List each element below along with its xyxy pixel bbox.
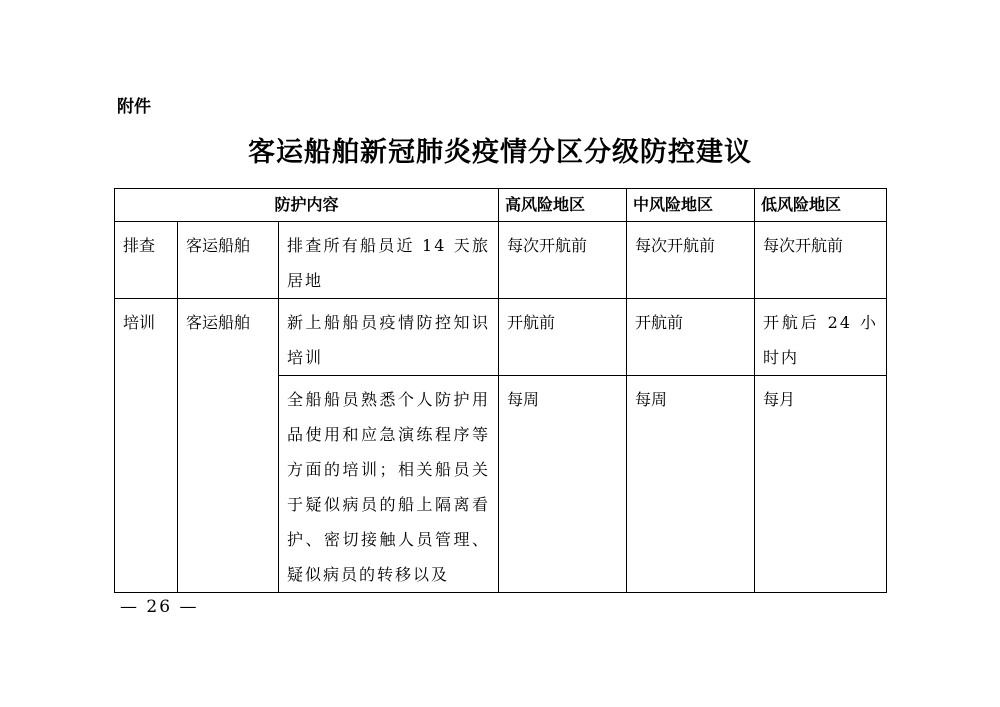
row-medium: 开航前 (627, 299, 755, 376)
row-medium: 每周 (627, 376, 755, 593)
row-high: 每周 (499, 376, 627, 593)
row-medium: 每次开航前 (627, 222, 755, 299)
table-row (115, 222, 887, 299)
row-item: 排查所有船员近 14 天旅居地 (279, 222, 499, 299)
row-category: 培训 (115, 299, 178, 593)
document-title: 客运船舶新冠肺炎疫情分区分级防控建议 (248, 137, 752, 168)
header-content: 防护内容 (115, 189, 499, 222)
header-low-risk: 低风险地区 (755, 189, 887, 222)
page-number: — 26 — (120, 597, 199, 617)
row-high: 开航前 (499, 299, 627, 376)
row-high: 每次开航前 (499, 222, 627, 299)
row-subject: 客运船舶 (178, 299, 279, 593)
header-medium-risk: 中风险地区 (627, 189, 755, 222)
attachment-label: 附件 (117, 97, 151, 117)
row-item: 新上船船员疫情防控知识培训 (279, 299, 499, 376)
row-subject: 客运船舶 (178, 222, 279, 299)
row-low: 开航后 24 小时内 (755, 299, 887, 376)
prevention-table (114, 188, 887, 593)
row-category: 排查 (115, 222, 178, 299)
row-item: 全船船员熟悉个人防护用品使用和应急演练程序等方面的培训；相关船员关于疑似病员的船上隔离看护、密切接触人员管理、疑似病员的转移以及 (279, 376, 499, 593)
row-low: 每月 (755, 376, 887, 593)
row-low: 每次开航前 (755, 222, 887, 299)
table-header-row (115, 189, 887, 222)
header-high-risk: 高风险地区 (499, 189, 627, 222)
table-row (115, 299, 887, 376)
